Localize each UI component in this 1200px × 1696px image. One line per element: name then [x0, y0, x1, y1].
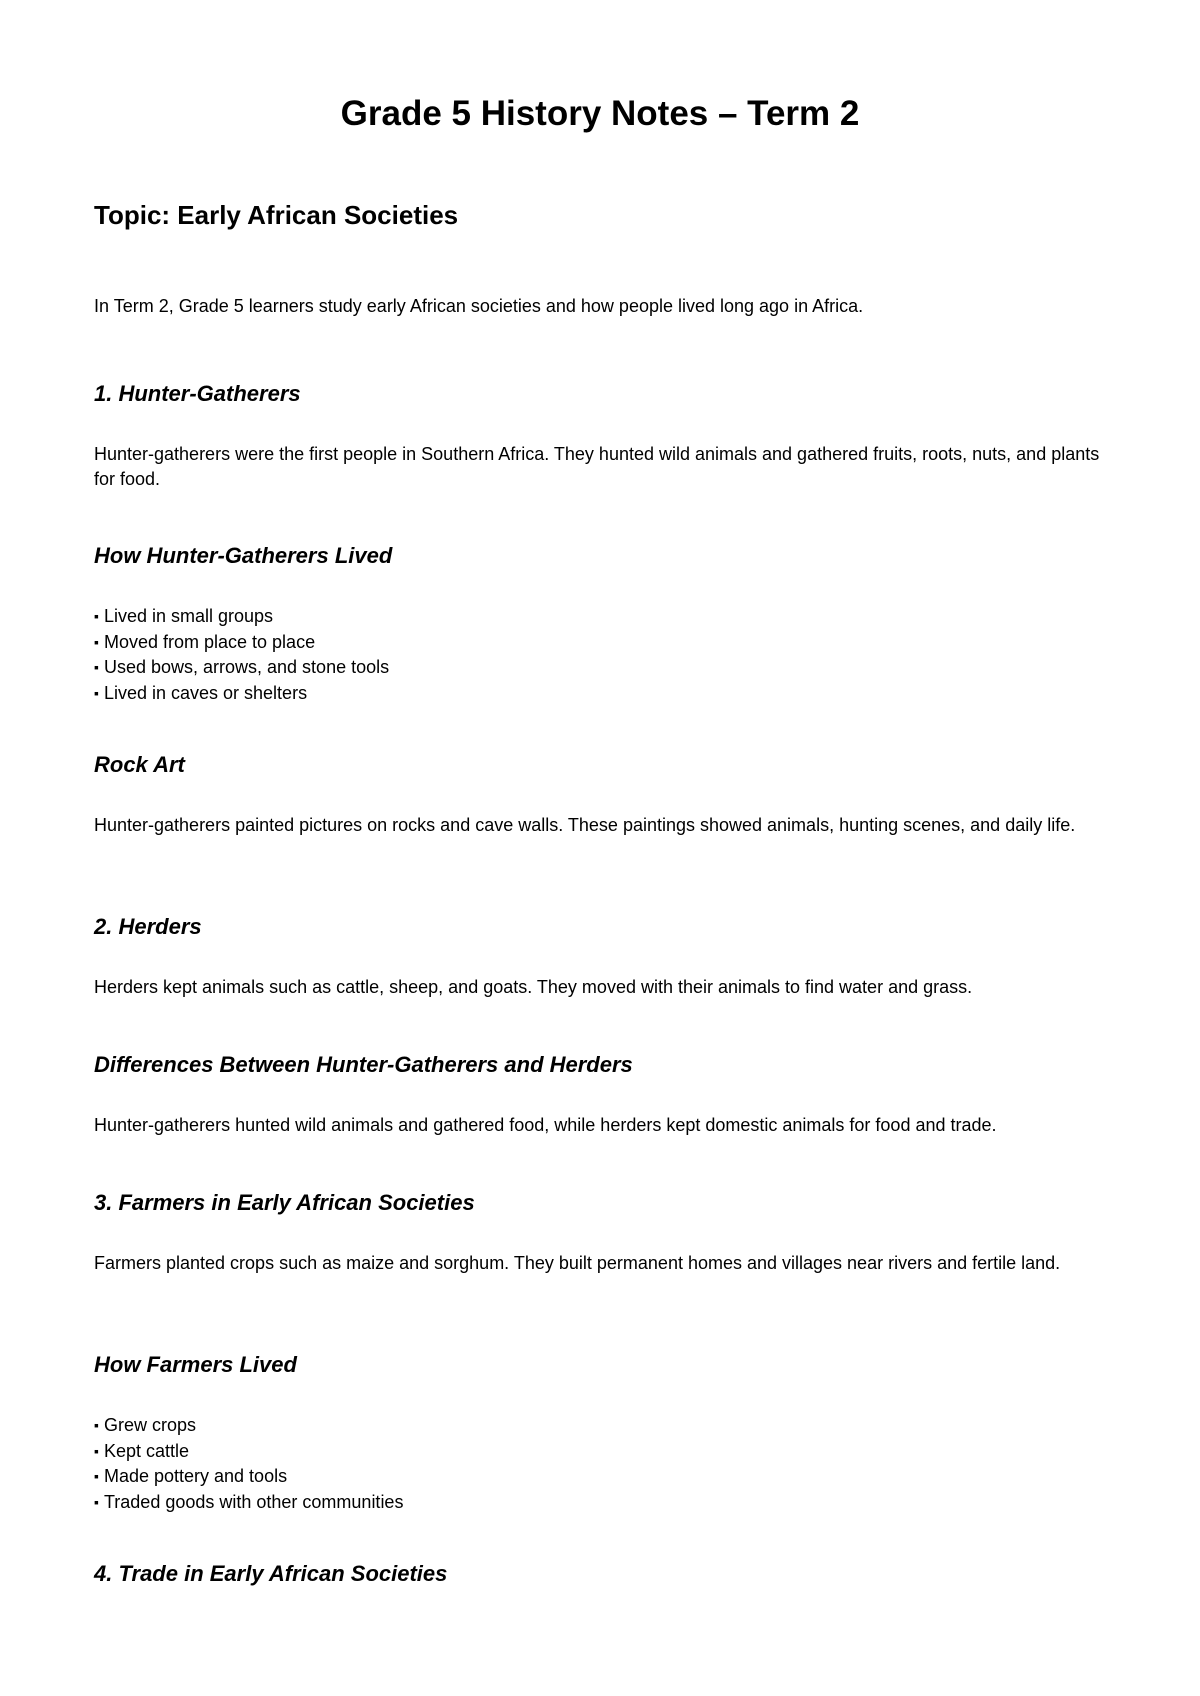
how-hunter-gatherers-lived-heading: How Hunter-Gatherers Lived	[94, 543, 393, 568]
bullet-icon: ▪	[94, 1417, 99, 1433]
bullet-icon: ▪	[94, 608, 99, 624]
herders-paragraph: Herders kept animals such as cattle, sheep, and goats. They moved with their animals to find water and grass.	[94, 977, 973, 997]
list-item: ▪ Lived in caves or shelters	[94, 682, 308, 703]
bullet-icon: ▪	[94, 633, 99, 650]
list-item: ▪ Used bows, arrows, and stone tools	[94, 657, 390, 677]
intro-paragraph: In Term 2, Grade 5 learners study early African societies and how people lived long ago in Africa.	[94, 296, 864, 316]
trade-heading: 4. Trade in Early African Societies	[94, 1561, 448, 1586]
list-item: ▪ Grew crops	[94, 1415, 196, 1435]
topic-heading: Topic: Early African Societies	[94, 200, 459, 230]
list-item: ▪ Kept cattle	[94, 1440, 190, 1461]
hunter-gatherers-paragraph: Hunter-gatherers were the first people in Southern Africa. They hunted wild animals and gathered fruits, roots, nuts, and plants for food.	[94, 444, 1100, 489]
rock-art-paragraph: Hunter-gatherers painted pictures on rocks and cave walls. These paintings showed animals, hunting scenes, and daily life.	[94, 815, 1076, 835]
bullet-icon: ▪	[94, 1468, 99, 1484]
herders-heading: 2. Herders	[94, 914, 202, 939]
bullet-icon: ▪	[94, 1442, 99, 1459]
farmers-paragraph: Farmers planted crops such as maize and sorghum. They built permanent homes and villages near rivers and fertile land.	[94, 1253, 1061, 1273]
list-item: ▪ Traded goods with other communities	[94, 1491, 404, 1512]
differences-heading: Differences Between Hunter-Gatherers and Herders	[94, 1052, 633, 1077]
farmers-list	[94, 1413, 403, 1515]
bullet-icon: ▪	[94, 659, 99, 675]
hunter-gatherers-heading: 1. Hunter-Gatherers	[94, 381, 301, 406]
rock-art-heading: Rock Art	[94, 752, 185, 777]
list-item: ▪ Moved from place to place	[94, 631, 316, 652]
differences-paragraph: Hunter-gatherers hunted wild animals and gathered food, while herders kept domestic animals for food and trade.	[94, 1115, 997, 1135]
bullet-icon: ▪	[94, 1493, 99, 1510]
bullet-icon: ▪	[94, 684, 99, 701]
list-item: ▪ Made pottery and tools	[94, 1466, 288, 1486]
farmers-heading: 3. Farmers in Early African Societies	[94, 1190, 475, 1215]
page-title: Grade 5 History Notes – Term 2	[340, 94, 860, 133]
list-item: ▪ Lived in small groups	[94, 606, 274, 626]
hunter-gatherers-list	[94, 604, 389, 706]
how-farmers-lived-heading: How Farmers Lived	[94, 1352, 297, 1377]
